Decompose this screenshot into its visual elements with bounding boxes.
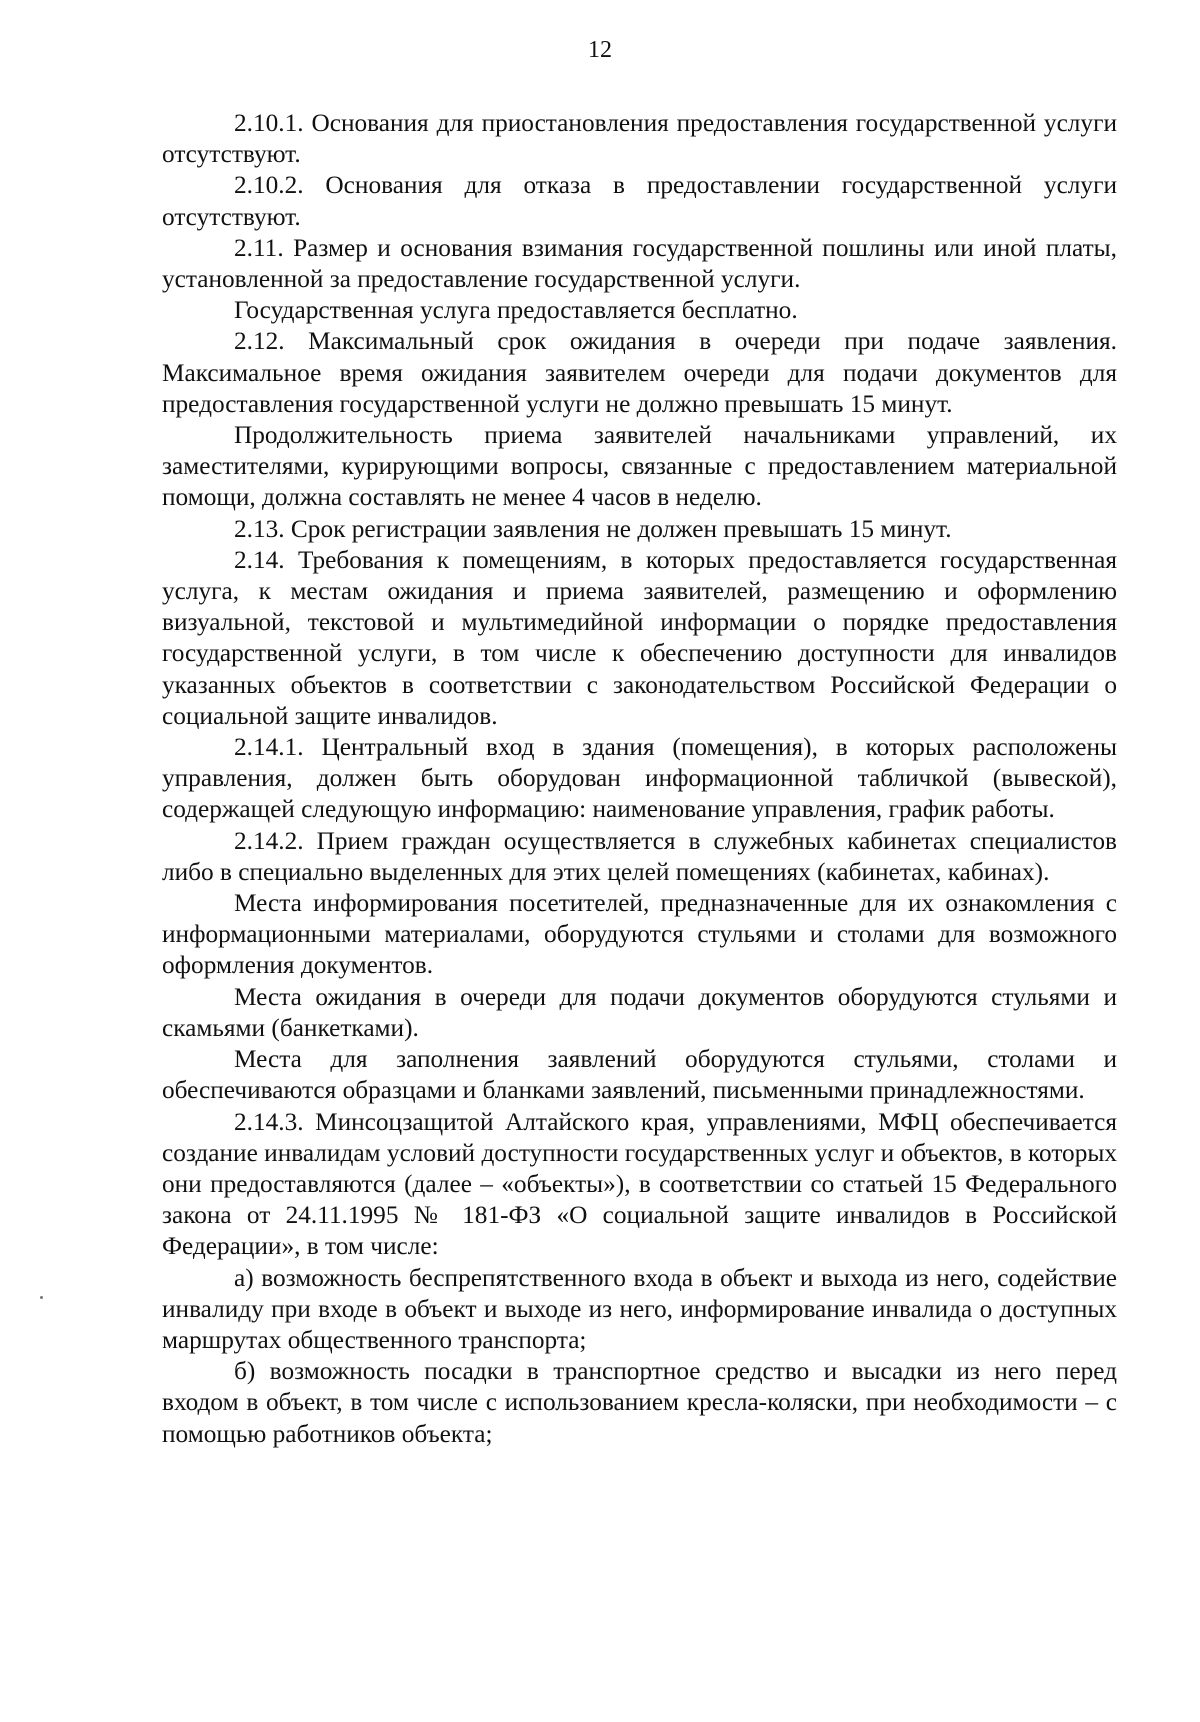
paragraph-2-14-2: 2.14.2. Прием граждан осуществляется в служебных кабинетах специалистов либо в специально выделенных для этих целей помещениях (кабинетах, кабинах). [162,826,1117,886]
paragraph-free-service: Государственная услуга предоставляется бесплатно. [234,296,798,325]
paragraph-2-10-2: 2.10.2. Основания для отказа в предоставлении государственной услуги отсутствуют. [162,171,1117,231]
paragraph-reception-duration: Продолжительность приема заявителей начальниками управлений, их заместителями, курирующими вопросы, связанные с предоставлением материальной помощи, должна составлять не менее 4 часов в неделю. [162,421,1117,512]
scan-speck [40,1296,43,1299]
paragraph-2-11: 2.11. Размер и основания взимания государственной пошлины или иной платы, установленной за предоставление государственной услуги. [162,233,1117,294]
document-body [162,108,1117,1450]
paragraph-2-13: 2.13. Срок регистрации заявления не должен превышать 15 минут. [234,514,952,543]
paragraph-2-12: 2.12. Максимальный срок ожидания в очереди при подаче заявления. Максимальное время ожидания заявителем очереди для подачи документов для предоставления государственной услуги не должно превышать 15 минут. [162,327,1117,418]
paragraph-waiting-places: Места ожидания в очереди для подачи документов оборудуются стульями и скамьями (банкетками). [162,982,1117,1042]
paragraph-2-14-1: 2.14.1. Центральный вход в здания (помещения), в которых расположены управления, должен быть оборудован информационной табличкой (вывеской), содержащей следующую информацию: наименование управления, график работы. [162,733,1117,824]
paragraph-2-14-3: 2.14.3. Минсоцзащитой Алтайского края, управлениями, МФЦ обеспечивается создание инвалидам условий доступности государственных услуг и объектов, в которых они предоставляются (далее – «объекты»), в соответствии со статьей 15 Федерального закона от 24.11.1995 № 181-ФЗ «О социальной защите инвалидов в Российской Федерации», в том числе: [162,1107,1117,1261]
paragraph-item-b: б) возможность посадки в транспортное средство и высадки из него перед входом в объект, в том числе с использованием кресла-коляски, при необходимости – с помощью работников объекта; [162,1357,1117,1448]
paragraph-information-places: Места информирования посетителей, предназначенные для их ознакомления с информационными материалами, оборудуются стульями и столами для возможного оформления документов. [162,889,1117,980]
page-number: 12 [588,37,612,63]
paragraph-item-a: а) возможность беспрепятственного входа в объект и выхода из него, содействие инвалиду при входе в объект и выходе из него, информирование инвалида о доступных маршрутах общественного транспорта; [162,1263,1117,1354]
paragraph-form-filling-places: Места для заполнения заявлений оборудуются стульями, столами и обеспечиваются образцами и бланками заявлений, письменными принадлежностями. [162,1045,1117,1105]
paragraph-2-14: 2.14. Требования к помещениям, в которых предоставляется государственная услуга, к местам ожидания и приема заявителей, размещению и оформлению визуальной, текстовой и мультимедийной информации о порядке предоставления государственной услуги, в том числе к обеспечению доступности для инвалидов указанных объектов в соответствии с законодательством Российской Федерации о социальной защите инвалидов. [162,545,1117,730]
paragraph-2-10-1: 2.10.1. Основания для приостановления предоставления государственной услуги отсутствуют. [162,109,1117,169]
